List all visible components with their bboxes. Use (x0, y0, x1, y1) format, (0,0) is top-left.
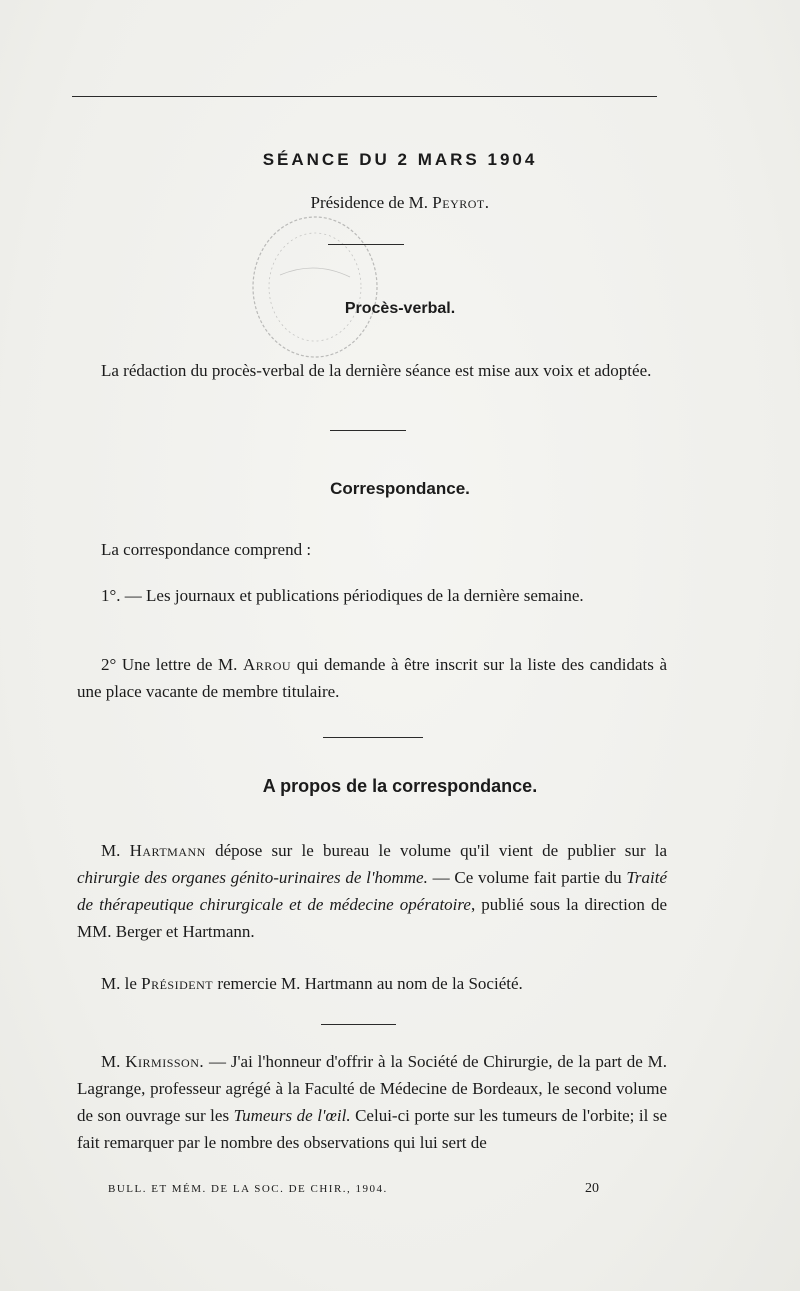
president-title: Président (141, 974, 214, 993)
correspondance-intro: La correspondance comprend : (101, 540, 312, 559)
kirmisson-italic: Tumeurs de l'œil. (233, 1106, 351, 1125)
item2-name: Arrou (242, 655, 292, 674)
president-paragraph (77, 970, 667, 997)
presidence-line (0, 193, 800, 213)
top-rule (72, 96, 657, 97)
hartmann-m: M. (101, 841, 121, 860)
library-stamp-icon (240, 205, 390, 365)
session-title: SÉANCE DU 2 MARS 1904 (262, 150, 538, 169)
kirmisson-m: M. (101, 1052, 121, 1071)
rule-2 (330, 430, 406, 431)
kirmisson-name: Kirmisson. (125, 1052, 205, 1071)
president-text-a: M. le (101, 974, 137, 993)
page-number: 20 (585, 1181, 599, 1196)
hartmann-text-c: , publié sous la direction de MM. Berger et Hartmann. (77, 895, 667, 941)
kirmisson-paragraph (77, 1048, 667, 1156)
rule-3 (323, 737, 423, 738)
item2-text-a: 2° Une lettre de M. (101, 655, 238, 674)
kirmisson-text-a: — J'ai l'honneur d'offrir à la Société de Chirurgie, de la part de M. Lagrange, professeur agrégé à la Faculté de Médecine de Bordeaux, le second volume de son ouvrage sur les (77, 1052, 668, 1125)
hartmann-paragraph (77, 837, 667, 945)
rule-1 (328, 244, 404, 245)
kirmisson-text-b: Celui-ci porte sur les tumeurs de l'orbite; il se fait remarquer par le nombre des observations qui lui sert de (77, 1106, 668, 1152)
hartmann-name: Hartmann (129, 841, 206, 860)
presidence-prefix: Présidence de M. (310, 193, 429, 212)
hartmann-italic-1: chirurgie des organes génito-urinaires de l'homme. (77, 868, 428, 887)
correspondance-item-2 (77, 651, 667, 705)
correspondance-item-1: 1°. — Les journaux et publications périodiques de la dernière semaine. (101, 586, 584, 605)
item2-text-b: qui demande à être inscrit sur la liste des candidats à une place vacante de membre titulaire. (77, 655, 668, 701)
correspondance-heading: Correspondance. (330, 479, 470, 498)
president-text-b: remercie M. Hartmann au nom de la Société. (217, 974, 523, 993)
proces-verbal-text: La rédaction du procès-verbal de la dernière séance est mise aux voix et adoptée. (101, 361, 652, 380)
a-propos-heading: A propos de la correspondance. (262, 776, 538, 796)
hartmann-text-b: — Ce volume fait partie du (432, 868, 622, 887)
footer-citation: BULL. ET MÉM. DE LA SOC. DE CHIR., 1904. (108, 1183, 388, 1195)
hartmann-italic-2: Traité de thérapeutique chirurgicale et de médecine opératoire (77, 868, 668, 914)
president-name: Peyrot. (432, 193, 490, 212)
hartmann-text-a: dépose sur le bureau le volume qu'il vient de publier sur la (215, 841, 668, 860)
proces-verbal-heading: Procès-verbal. (344, 300, 456, 317)
rule-4 (321, 1024, 396, 1025)
